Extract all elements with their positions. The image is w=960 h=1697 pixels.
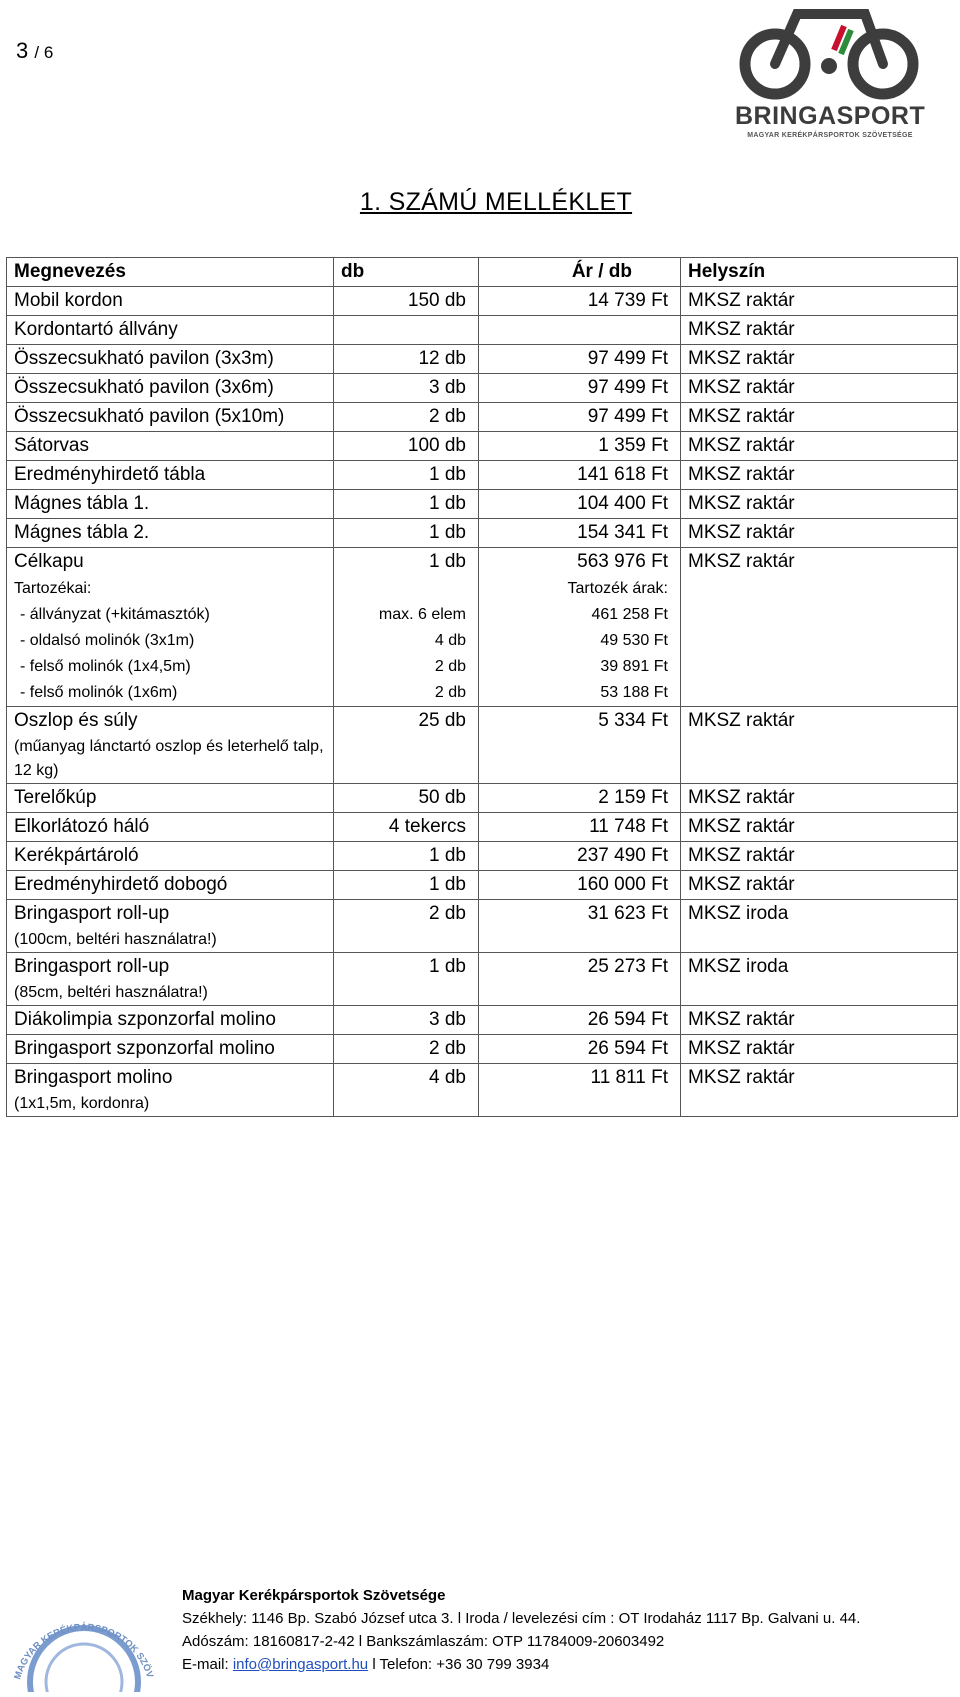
item-price: 160 000 Ft bbox=[479, 871, 681, 900]
item-place: MKSZ iroda bbox=[681, 900, 958, 953]
header-price: Ár / db bbox=[479, 258, 681, 287]
item-qty: 1 db bbox=[429, 551, 466, 572]
item-place: MKSZ iroda bbox=[681, 953, 958, 1006]
item-place: MKSZ raktár bbox=[681, 813, 958, 842]
item-qty: 12 db bbox=[334, 345, 479, 374]
table-row bbox=[7, 461, 958, 490]
item-place: MKSZ raktár bbox=[681, 345, 958, 374]
table-row bbox=[7, 490, 958, 519]
item-price: 26 594 Ft bbox=[479, 1035, 681, 1064]
item-name: Terelőkúp bbox=[7, 784, 334, 813]
item-place: MKSZ raktár bbox=[681, 1006, 958, 1035]
bicycle-icon bbox=[735, 6, 925, 106]
item-name: Oszlop és súly bbox=[14, 710, 138, 731]
table-row bbox=[7, 871, 958, 900]
table-row bbox=[7, 345, 958, 374]
logo-subtitle: MAGYAR KERÉKPÁRSPORTOK SZÖVETSÉGE bbox=[747, 132, 913, 139]
table-row-celkapu bbox=[7, 548, 958, 707]
item-price: 11 811 Ft bbox=[479, 1064, 681, 1117]
table-row-oszlop bbox=[7, 707, 958, 784]
accessory-price: 53 188 Ft bbox=[600, 684, 668, 701]
item-price: 154 341 Ft bbox=[479, 519, 681, 548]
item-name: Mágnes tábla 2. bbox=[7, 519, 334, 548]
item-qty: 150 db bbox=[334, 287, 479, 316]
item-price: 141 618 Ft bbox=[479, 461, 681, 490]
accessory-name: - oldalsó molinók (3x1m) bbox=[20, 632, 195, 649]
item-price bbox=[479, 316, 681, 345]
item-name: Diákolimpia szponzorfal molino bbox=[7, 1006, 334, 1035]
item-note: (műanyag lánctartó oszlop és leterhelő talp, 12 kg) bbox=[14, 738, 324, 779]
footer-address: Székhely: 1146 Bp. Szabó József utca 3. l Iroda / levelezési cím : OT Irodaház 1117 Bp. Galvani u. 44. bbox=[182, 1610, 861, 1627]
table-row bbox=[7, 519, 958, 548]
item-qty: 4 tekercs bbox=[334, 813, 479, 842]
accessory-name: - felső molinók (1x4,5m) bbox=[20, 658, 191, 675]
item-price: 31 623 Ft bbox=[479, 900, 681, 953]
header-place: Helyszín bbox=[681, 258, 958, 287]
item-name: Összecsukható pavilon (3x3m) bbox=[7, 345, 334, 374]
item-name: Bringasport molino bbox=[14, 1067, 173, 1088]
item-place: MKSZ raktár bbox=[681, 871, 958, 900]
table-row bbox=[7, 1035, 958, 1064]
accessory-qty: 2 db bbox=[434, 658, 466, 675]
item-price: 11 748 Ft bbox=[479, 813, 681, 842]
item-qty: 1 db bbox=[334, 519, 479, 548]
item-qty: 4 db bbox=[334, 1064, 479, 1117]
item-name: Bringasport roll-up bbox=[14, 903, 170, 924]
footer bbox=[182, 1584, 860, 1676]
accessory-name: - állványzat (+kitámasztók) bbox=[20, 606, 210, 623]
item-price: 25 273 Ft bbox=[479, 953, 681, 1006]
federation-seal bbox=[8, 1582, 158, 1692]
item-price: 563 976 Ft bbox=[577, 551, 668, 572]
logo-brand: BRINGASPORT bbox=[735, 102, 926, 130]
table-row bbox=[7, 432, 958, 461]
table-row bbox=[7, 1006, 958, 1035]
accessory-qty: 2 db bbox=[434, 684, 466, 701]
seal-text: MAGYAR KERÉKPÁRSPORTOK SZÖV bbox=[12, 1622, 156, 1681]
page-separator: / bbox=[34, 43, 40, 62]
item-qty: 2 db bbox=[334, 900, 479, 953]
table-row bbox=[7, 813, 958, 842]
item-place: MKSZ raktár bbox=[681, 374, 958, 403]
item-qty: 1 db bbox=[334, 461, 479, 490]
footer-tax: Adószám: 18160817-2-42 l Bankszámlaszám: OTP 11784009-20603492 bbox=[182, 1633, 665, 1650]
item-place: MKSZ raktár bbox=[681, 519, 958, 548]
item-qty: 2 db bbox=[334, 403, 479, 432]
table-row-molino bbox=[7, 1064, 958, 1117]
item-price: 2 159 Ft bbox=[479, 784, 681, 813]
table-header-row bbox=[7, 258, 958, 287]
item-price: 97 499 Ft bbox=[479, 345, 681, 374]
table-row-rollup bbox=[7, 953, 958, 1006]
table-row bbox=[7, 784, 958, 813]
item-price: 237 490 Ft bbox=[479, 842, 681, 871]
table-row bbox=[7, 842, 958, 871]
item-name: Kerékpártároló bbox=[7, 842, 334, 871]
item-price: 97 499 Ft bbox=[479, 374, 681, 403]
email-link[interactable]: info@bringasport.hu bbox=[232, 1656, 369, 1673]
item-place: MKSZ raktár bbox=[681, 316, 958, 345]
item-place: MKSZ raktár bbox=[681, 707, 958, 784]
accessory-name: - felső molinók (1x6m) bbox=[20, 684, 178, 701]
page-number bbox=[16, 38, 53, 64]
accessory-price: 49 530 Ft bbox=[600, 632, 668, 649]
accessory-price: 461 258 Ft bbox=[591, 606, 668, 623]
accessory-price-label: Tartozék árak: bbox=[567, 580, 668, 597]
item-qty: 1 db bbox=[334, 953, 479, 1006]
accessory-qty: 4 db bbox=[434, 632, 466, 649]
email-label: E-mail: bbox=[182, 1656, 233, 1673]
page-total: 6 bbox=[43, 43, 54, 62]
item-place: MKSZ raktár bbox=[681, 461, 958, 490]
document-title: 1. SZÁMÚ MELLÉKLET bbox=[359, 188, 633, 216]
item-note: (100cm, beltéri használatra!) bbox=[14, 931, 217, 948]
item-name: Összecsukható pavilon (3x6m) bbox=[7, 374, 334, 403]
item-place: MKSZ raktár bbox=[681, 287, 958, 316]
item-place: MKSZ raktár bbox=[681, 432, 958, 461]
footer-org: Magyar Kerékpársportok Szövetsége bbox=[182, 1587, 446, 1604]
item-name: Bringasport roll-up bbox=[14, 956, 170, 977]
item-qty: 1 db bbox=[334, 871, 479, 900]
item-place: MKSZ raktár bbox=[681, 842, 958, 871]
inventory-table bbox=[6, 257, 958, 1117]
item-place: MKSZ raktár bbox=[681, 1035, 958, 1064]
item-qty: 3 db bbox=[334, 374, 479, 403]
item-price: 1 359 Ft bbox=[479, 432, 681, 461]
item-name: Mobil kordon bbox=[7, 287, 334, 316]
footer-contact bbox=[182, 1653, 860, 1676]
item-place: MKSZ raktár bbox=[681, 1064, 958, 1117]
item-qty: 2 db bbox=[334, 1035, 479, 1064]
item-name: Eredményhirdető tábla bbox=[7, 461, 334, 490]
item-qty: 1 db bbox=[334, 842, 479, 871]
phone-text: l Telefon: +36 30 799 3934 bbox=[368, 1656, 550, 1673]
table-row-rollup bbox=[7, 900, 958, 953]
item-place: MKSZ raktár bbox=[681, 784, 958, 813]
table-row bbox=[7, 403, 958, 432]
item-price: 104 400 Ft bbox=[479, 490, 681, 519]
seal-icon bbox=[8, 1582, 158, 1692]
bringasport-logo bbox=[735, 6, 925, 144]
item-name: Összecsukható pavilon (5x10m) bbox=[7, 403, 334, 432]
item-name: Bringasport szponzorfal molino bbox=[7, 1035, 334, 1064]
item-place: MKSZ raktár bbox=[681, 548, 958, 707]
table-row bbox=[7, 374, 958, 403]
item-price: 14 739 Ft bbox=[479, 287, 681, 316]
table-row bbox=[7, 316, 958, 345]
item-name: Elkorlátozó háló bbox=[7, 813, 334, 842]
item-qty: 3 db bbox=[334, 1006, 479, 1035]
item-price: 5 334 Ft bbox=[479, 707, 681, 784]
item-name: Célkapu bbox=[14, 551, 84, 572]
item-qty: 50 db bbox=[334, 784, 479, 813]
accessory-label: Tartozékai: bbox=[14, 580, 92, 597]
item-qty: 1 db bbox=[334, 490, 479, 519]
item-name: Mágnes tábla 1. bbox=[7, 490, 334, 519]
item-name: Kordontartó állvány bbox=[7, 316, 334, 345]
accessory-qty: max. 6 elem bbox=[378, 606, 466, 623]
accessory-list bbox=[14, 576, 326, 706]
item-qty: 25 db bbox=[334, 707, 479, 784]
item-qty bbox=[334, 316, 479, 345]
item-price: 26 594 Ft bbox=[479, 1006, 681, 1035]
item-place: MKSZ raktár bbox=[681, 403, 958, 432]
header-name: Megnevezés bbox=[7, 258, 334, 287]
item-place: MKSZ raktár bbox=[681, 490, 958, 519]
item-note: (85cm, beltéri használatra!) bbox=[14, 984, 208, 1001]
item-qty: 100 db bbox=[334, 432, 479, 461]
item-name: Sátorvas bbox=[7, 432, 334, 461]
page-current: 3 bbox=[16, 38, 29, 63]
item-price: 97 499 Ft bbox=[479, 403, 681, 432]
accessory-price: 39 891 Ft bbox=[600, 658, 668, 675]
table-row bbox=[7, 287, 958, 316]
header-qty: db bbox=[334, 258, 479, 287]
item-name: Eredményhirdető dobogó bbox=[7, 871, 334, 900]
item-note: (1x1,5m, kordonra) bbox=[14, 1095, 150, 1112]
